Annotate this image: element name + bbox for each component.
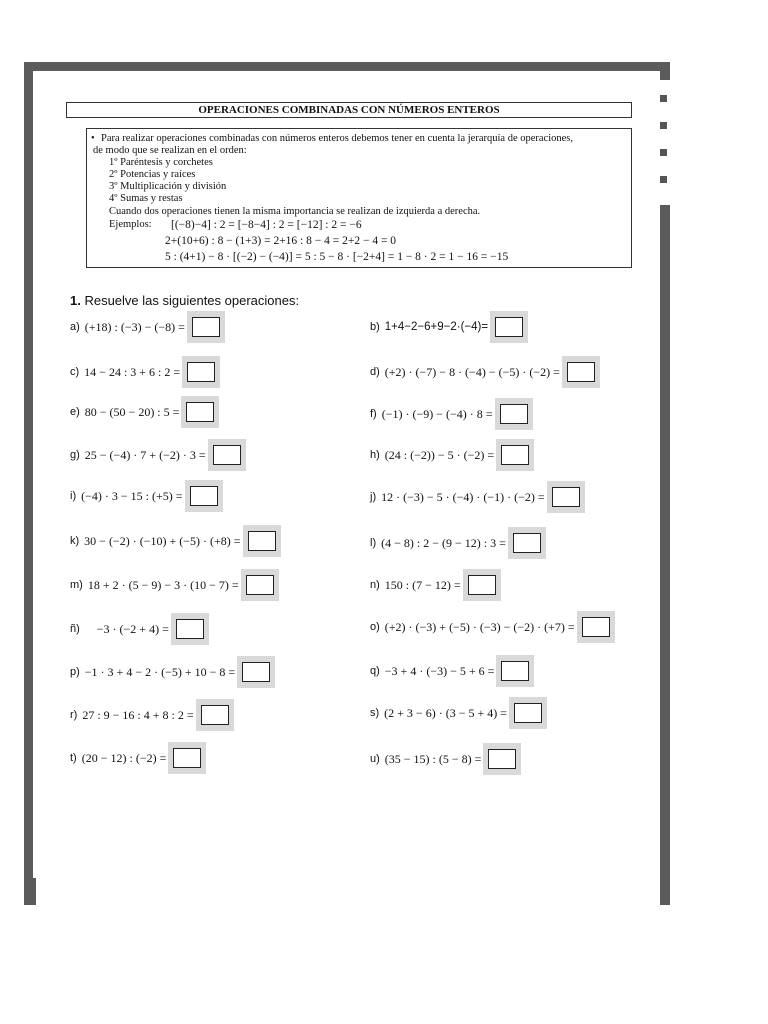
bullet: • [91, 133, 95, 144]
exercise-e [70, 396, 219, 428]
answer-box[interactable] [463, 569, 501, 601]
exercise-n [370, 569, 501, 601]
answer-box[interactable] [483, 743, 521, 775]
page-frame-bottom-left [24, 878, 36, 905]
worksheet-title: OPERACIONES COMBINADAS CON NÚMEROS ENTEROS [66, 102, 632, 118]
margin-mark [660, 122, 667, 129]
exercise-expression: −1 · 3 + 4 − 2 · (−5) + 10 − 8 = [84, 664, 236, 679]
exercise-expression: 12 · (−3) − 5 · (−4) · (−1) · (−2) = [381, 489, 545, 504]
exercise-label: g) [70, 449, 80, 461]
exercise-j [370, 481, 585, 513]
example-2: 2+(10+6) : 8 − (1+3) = 2+16 : 8 − 4 = 2+2 − 4 = 0 [165, 235, 397, 247]
exercise-label: t) [70, 752, 77, 764]
exercise-label: q) [370, 665, 380, 677]
step-3: 3º Multiplicación y división [109, 181, 227, 192]
exercise-number: 1. [70, 293, 81, 308]
exercise-label: l) [370, 537, 377, 549]
exercise-c [70, 356, 220, 388]
exercise-label: d) [370, 366, 380, 378]
page-frame-top [24, 62, 670, 71]
step-4: 4º Sumas y restas [109, 193, 183, 204]
exercise-expression: 14 − 24 : 3 + 6 : 2 = [84, 364, 181, 379]
exercise-p [70, 656, 275, 688]
step-2: 2º Potencias y raíces [109, 169, 196, 180]
exercise-label: u) [370, 753, 380, 765]
exercise-s [370, 697, 547, 729]
page-frame-right [660, 205, 670, 905]
exercise-g [70, 439, 246, 471]
exercise-expression: (2 + 3 − 6) · (3 − 5 + 4) = [384, 705, 507, 720]
rules-box [86, 128, 632, 268]
exercise-r [70, 699, 234, 731]
exercise-label: j) [370, 491, 377, 503]
exercise-expression: (−1) · (−9) − (−4) · 8 = [381, 406, 493, 421]
exercise-label: s) [370, 707, 380, 719]
exercise-expression: 18 + 2 · (5 − 9) − 3 · (10 − 7) = [87, 577, 239, 592]
intro-line-2: de modo que se realizan en el orden: [93, 145, 247, 156]
answer-box[interactable] [547, 481, 585, 513]
exercise-label: m) [70, 579, 83, 591]
example-1: [(−8)−4] : 2 = [−8−4] : 2 = [−12] : 2 = −6 [171, 219, 362, 231]
exercise-label: n) [370, 579, 380, 591]
answer-box[interactable] [181, 396, 219, 428]
margin-mark [660, 95, 667, 102]
answer-box[interactable] [196, 699, 234, 731]
exercise-expression: (20 − 12) : (−2) = [81, 750, 167, 765]
answer-box[interactable] [508, 527, 546, 559]
answer-box[interactable] [496, 439, 534, 471]
answer-box[interactable] [185, 480, 223, 512]
page-frame-right-top [660, 62, 670, 80]
exercise-expression: (+2) · (−7) − 8 · (−4) − (−5) · (−2) = [384, 364, 560, 379]
rule-text: Cuando dos operaciones tienen la misma importancia se realizan de izquierda a derecha. [109, 206, 481, 217]
answer-box[interactable] [495, 398, 533, 430]
exercise-expression: 25 − (−4) · 7 + (−2) · 3 = [84, 447, 206, 462]
answer-box[interactable] [243, 525, 281, 557]
exercise-expression: (−4) · 3 − 15 : (+5) = [81, 488, 183, 503]
answer-box[interactable] [241, 569, 279, 601]
exercise-label: o) [370, 621, 380, 633]
answer-box[interactable] [237, 656, 275, 688]
answer-box[interactable] [182, 356, 220, 388]
exercise-expression: 80 − (50 − 20) : 5 = [84, 404, 180, 419]
example-3: 5 : (4+1) − 8 · [(−2) − (−4)] = 5 : 5 − 8 · [−2+4] = 1 − 8 · 2 = 1 − 16 = −15 [165, 251, 509, 263]
exercise-expression: 27 : 9 − 16 : 4 + 8 : 2 = [82, 707, 194, 722]
margin-mark [660, 149, 667, 156]
exercise-enie [70, 613, 209, 645]
page-frame-left [24, 62, 33, 905]
exercise-label: i) [70, 490, 77, 502]
exercise-h [370, 439, 534, 471]
exercise-expression: 1+4−2−6+9−2·(−4)= [384, 321, 489, 333]
answer-box[interactable] [168, 742, 206, 774]
exercise-l [370, 527, 546, 559]
exercise-m [70, 569, 279, 601]
intro-line-1: Para realizar operaciones combinadas con números enteros debemos tener en cuenta la jerarquía de operaciones, [101, 133, 573, 144]
exercise-label: c) [70, 366, 80, 378]
exercise-q [370, 655, 534, 687]
exercise-label: b) [370, 321, 380, 333]
exercise-expression: (24 : (−2)) − 5 · (−2) = [384, 447, 495, 462]
exercise-expression: (35 − 15) : (5 − 8) = [384, 751, 482, 766]
exercise-u [370, 743, 521, 775]
exercise-expression: 30 − (−2) · (−10) + (−5) · (+8) = [84, 533, 241, 548]
answer-box[interactable] [490, 311, 528, 343]
answer-box[interactable] [208, 439, 246, 471]
exercise-expression: (+18) : (−3) − (−8) = [84, 319, 185, 334]
exercise-expression: (+2) · (−3) + (−5) · (−3) − (−2) · (+7) = [384, 619, 575, 634]
exercise-expression: −3 · (−2 + 4) = [96, 621, 169, 636]
exercise-expression: −3 + 4 · (−3) − 5 + 6 = [384, 663, 495, 678]
answer-box[interactable] [496, 655, 534, 687]
exercise-heading [70, 293, 299, 308]
step-1: 1º Paréntesis y corchetes [109, 157, 213, 168]
exercise-t [70, 742, 206, 774]
exercise-label: e) [70, 406, 80, 418]
exercise-label: k) [70, 535, 80, 547]
exercise-expression: 150 : (7 − 12) = [384, 577, 461, 592]
answer-box[interactable] [562, 356, 600, 388]
exercise-a [70, 311, 225, 343]
exercise-label: p) [70, 666, 80, 678]
exercise-label: f) [370, 408, 377, 420]
exercise-i [70, 480, 223, 512]
margin-mark [660, 176, 667, 183]
exercise-label: ñ) [70, 623, 80, 635]
exercise-k [70, 525, 281, 557]
exercise-label: r) [70, 709, 78, 721]
exercise-f [370, 398, 533, 430]
examples-label: Ejemplos: [109, 219, 152, 230]
answer-box[interactable] [187, 311, 225, 343]
answer-box[interactable] [577, 611, 615, 643]
exercise-instruction: Resuelve las siguientes operaciones: [80, 293, 300, 308]
exercise-d [370, 356, 600, 388]
answer-box[interactable] [509, 697, 547, 729]
exercise-b [370, 311, 528, 343]
exercise-expression: (4 − 8) : 2 − (9 − 12) : 3 = [381, 535, 506, 550]
exercise-o [370, 611, 615, 643]
exercise-label: a) [70, 321, 80, 333]
exercise-label: h) [370, 449, 380, 461]
answer-box[interactable] [171, 613, 209, 645]
